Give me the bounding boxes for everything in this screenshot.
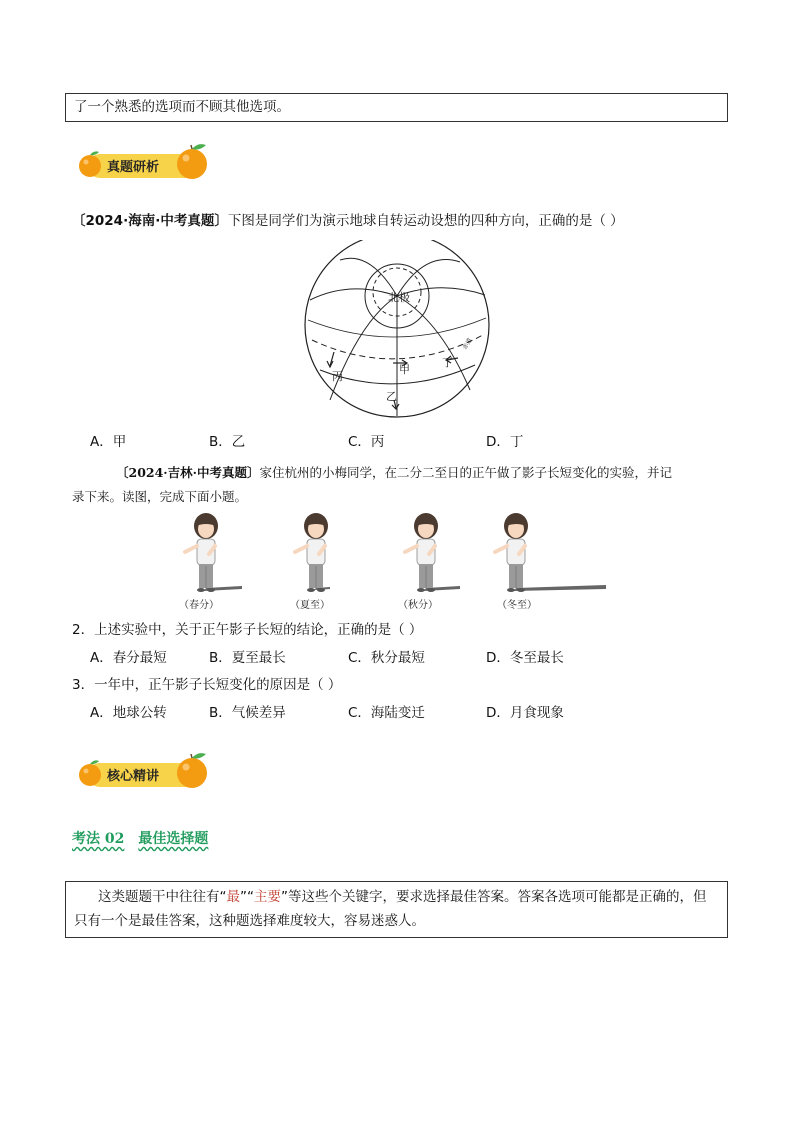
q23-intro-text2: 录下来。读图，完成下面小题。	[72, 489, 248, 504]
label-bing: 丙	[332, 370, 343, 383]
q1-stem	[72, 211, 624, 231]
q1-text: 下图是同学们为演示地球自转运动设想的四种方向，正确的是（ ）	[227, 213, 624, 229]
caption-autumn-equinox: （秋分）	[398, 600, 438, 611]
desc-quote-open-1: “	[219, 889, 227, 905]
method-title-text: 最佳选择题	[138, 831, 209, 847]
desc-pre: 这类题题干中往往有	[98, 889, 220, 905]
shadow-figures	[160, 510, 630, 610]
label-yi: 乙	[386, 390, 397, 403]
q2-option-a[interactable]: A．春分最短	[90, 650, 167, 666]
q1-option-c[interactable]: C．丙	[348, 434, 385, 450]
q3-option-b[interactable]: B．气候差异	[209, 705, 286, 721]
label-ding: 丁	[442, 356, 453, 369]
q3-stem: 3．一年中，正午影子长短变化的原因是（ ）	[72, 677, 342, 693]
q1-option-a[interactable]: A．甲	[90, 434, 127, 450]
method-description-box	[65, 881, 728, 938]
method-heading	[72, 828, 208, 848]
q2-option-b[interactable]: B．夏至最长	[209, 650, 286, 666]
label-jia: 甲	[399, 363, 410, 376]
caption-winter-solstice: （冬至）	[497, 600, 537, 611]
earth-rotation-diagram	[300, 240, 495, 420]
desc-quote-close-2: ”	[281, 889, 288, 905]
q1-option-b[interactable]: B．乙	[209, 434, 246, 450]
banner-title: 真题研析	[107, 160, 160, 175]
method-number: 考法 02	[72, 831, 125, 847]
q23-intro-text1: 家住杭州的小梅同学，在二分二至日的正午做了影子长短变化的实验，并记	[259, 465, 673, 480]
q2-option-d[interactable]: D．冬至最长	[486, 650, 564, 666]
desc-quote-open-2: “	[247, 889, 254, 905]
caption-spring-equinox: （春分）	[179, 600, 219, 611]
caption-summer-solstice: （夏至）	[290, 600, 330, 611]
banner-title: 核心精讲	[107, 769, 160, 784]
desc-quote-close-1: ”	[240, 889, 247, 905]
q1-source: 〔2024·海南·中考真题〕	[72, 213, 228, 229]
equator-label: 赤道	[461, 337, 474, 351]
desc-keyword-zui: 最	[226, 889, 240, 905]
desc-post: 等这些个关键字，要求选择最佳答案。答案各选项可能都是正确的，但只有一个是最佳答案，这种题选择难度较大，容易迷惑人。	[74, 889, 707, 929]
q23-intro-line2	[72, 487, 247, 507]
section-banner-past-exams	[74, 142, 214, 186]
q3-option-c[interactable]: C．海陆变迁	[348, 705, 425, 721]
q2-stem: 2．上述实验中，关于正午影子长短的结论，正确的是（ ）	[72, 622, 423, 638]
q2-option-c[interactable]: C．秋分最短	[348, 650, 425, 666]
q1-option-d[interactable]: D．丁	[486, 434, 524, 450]
q23-intro-line1	[116, 463, 672, 483]
q3-option-a[interactable]: A．地球公转	[90, 705, 167, 721]
desc-keyword-zhuyao: 主要	[254, 889, 281, 905]
top-note-text: 了一个熟悉的选项而不顾其他选项。	[74, 99, 290, 115]
pole-label: 北极	[388, 291, 410, 304]
q23-source: 〔2024·吉林·中考真题〕	[116, 465, 260, 480]
section-banner-core-lecture	[74, 751, 214, 795]
q3-option-d[interactable]: D．月食现象	[486, 705, 564, 721]
top-note-box	[65, 93, 728, 122]
